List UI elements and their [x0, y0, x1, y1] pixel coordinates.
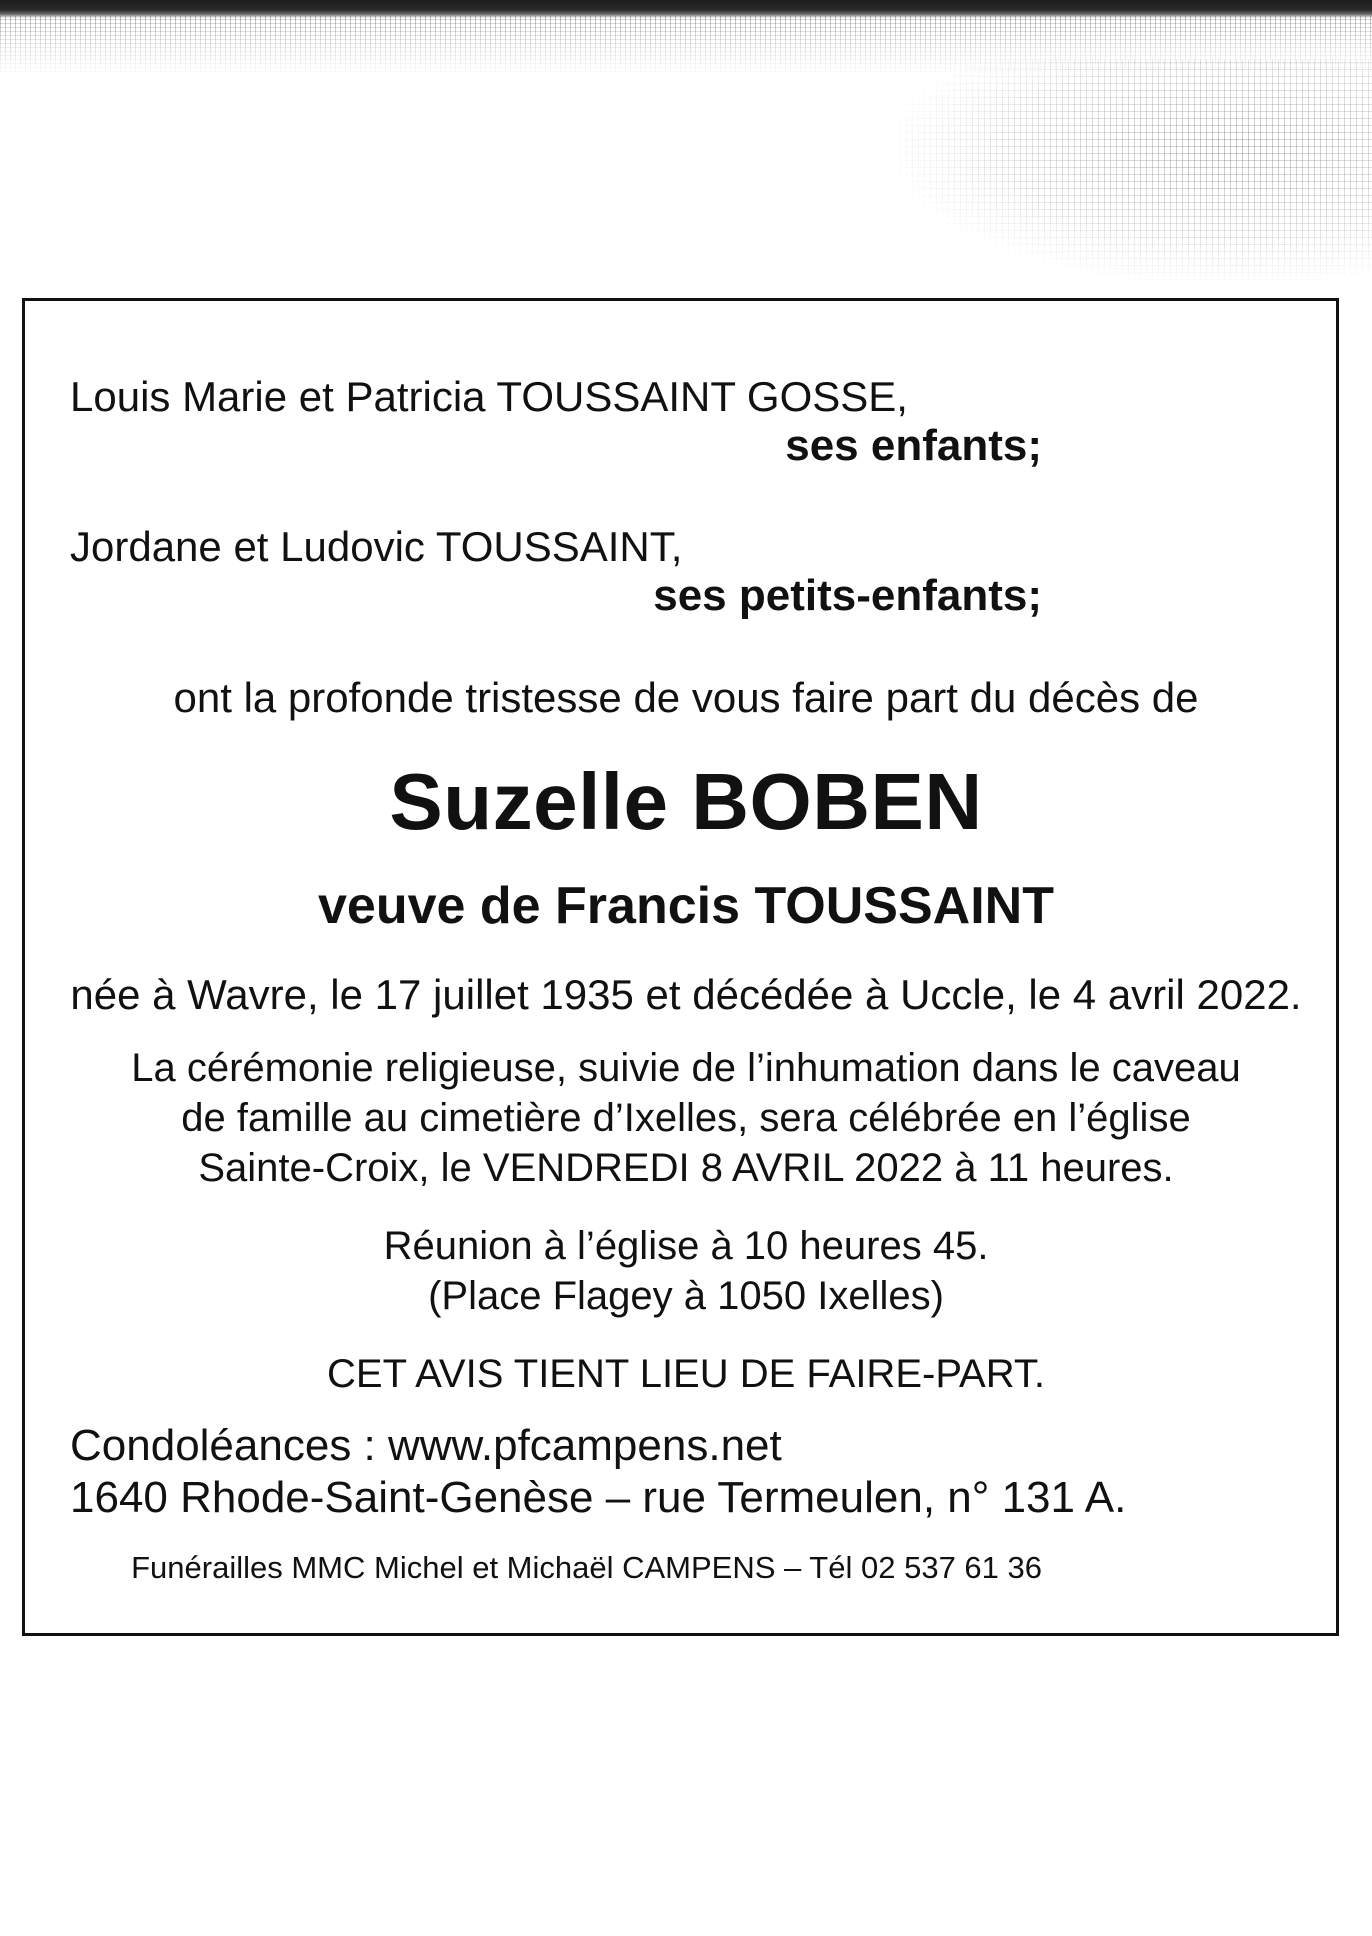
meeting-line: (Place Flagey à 1050 Ixelles)	[428, 1274, 944, 1318]
scan-noise-right	[900, 60, 1372, 280]
widow-of-text: veuve de Francis TOUSSAINT	[318, 877, 1054, 935]
ceremony-line: Sainte-Croix, le VENDREDI 8 AVRIL 2022 à 11 heures.	[198, 1146, 1174, 1190]
ceremony-line: La cérémonie religieuse, suivie de l’inhumation dans le caveau	[131, 1046, 1241, 1090]
children-names: Louis Marie et Patricia TOUSSAINT GOSSE,	[70, 373, 908, 420]
deceased-name: Suzelle BOBEN	[389, 757, 983, 846]
children-role: ses enfants;	[785, 421, 1042, 470]
birth-death-text: née à Wavre, le 17 juillet 1935 et décédée à Uccle, le 4 avril 2022.	[70, 971, 1302, 1018]
announcement-text: ont la profonde tristesse de vous faire part du décès de	[173, 674, 1199, 721]
funeral-home-text: Funérailles MMC Michel et Michaël CAMPENS – Tél 02 537 61 36	[131, 1550, 1042, 1585]
meeting-line: Réunion à l’église à 10 heures 45.	[383, 1224, 989, 1268]
condolences-text: Condoléances : www.pfcampens.net	[70, 1421, 782, 1470]
scan-artifact	[0, 0, 1372, 290]
address-text: 1640 Rhode-Saint-Genèse – rue Termeulen, n° 131 A.	[70, 1473, 1127, 1522]
ceremony-line: de famille au cimetière d’Ixelles, sera célébrée en l’église	[181, 1096, 1191, 1140]
faire-part-notice: CET AVIS TIENT LIEU DE FAIRE-PART.	[327, 1352, 1045, 1396]
grandchildren-names: Jordane et Ludovic TOUSSAINT,	[70, 523, 683, 570]
grandchildren-role: ses petits-enfants;	[653, 571, 1042, 620]
